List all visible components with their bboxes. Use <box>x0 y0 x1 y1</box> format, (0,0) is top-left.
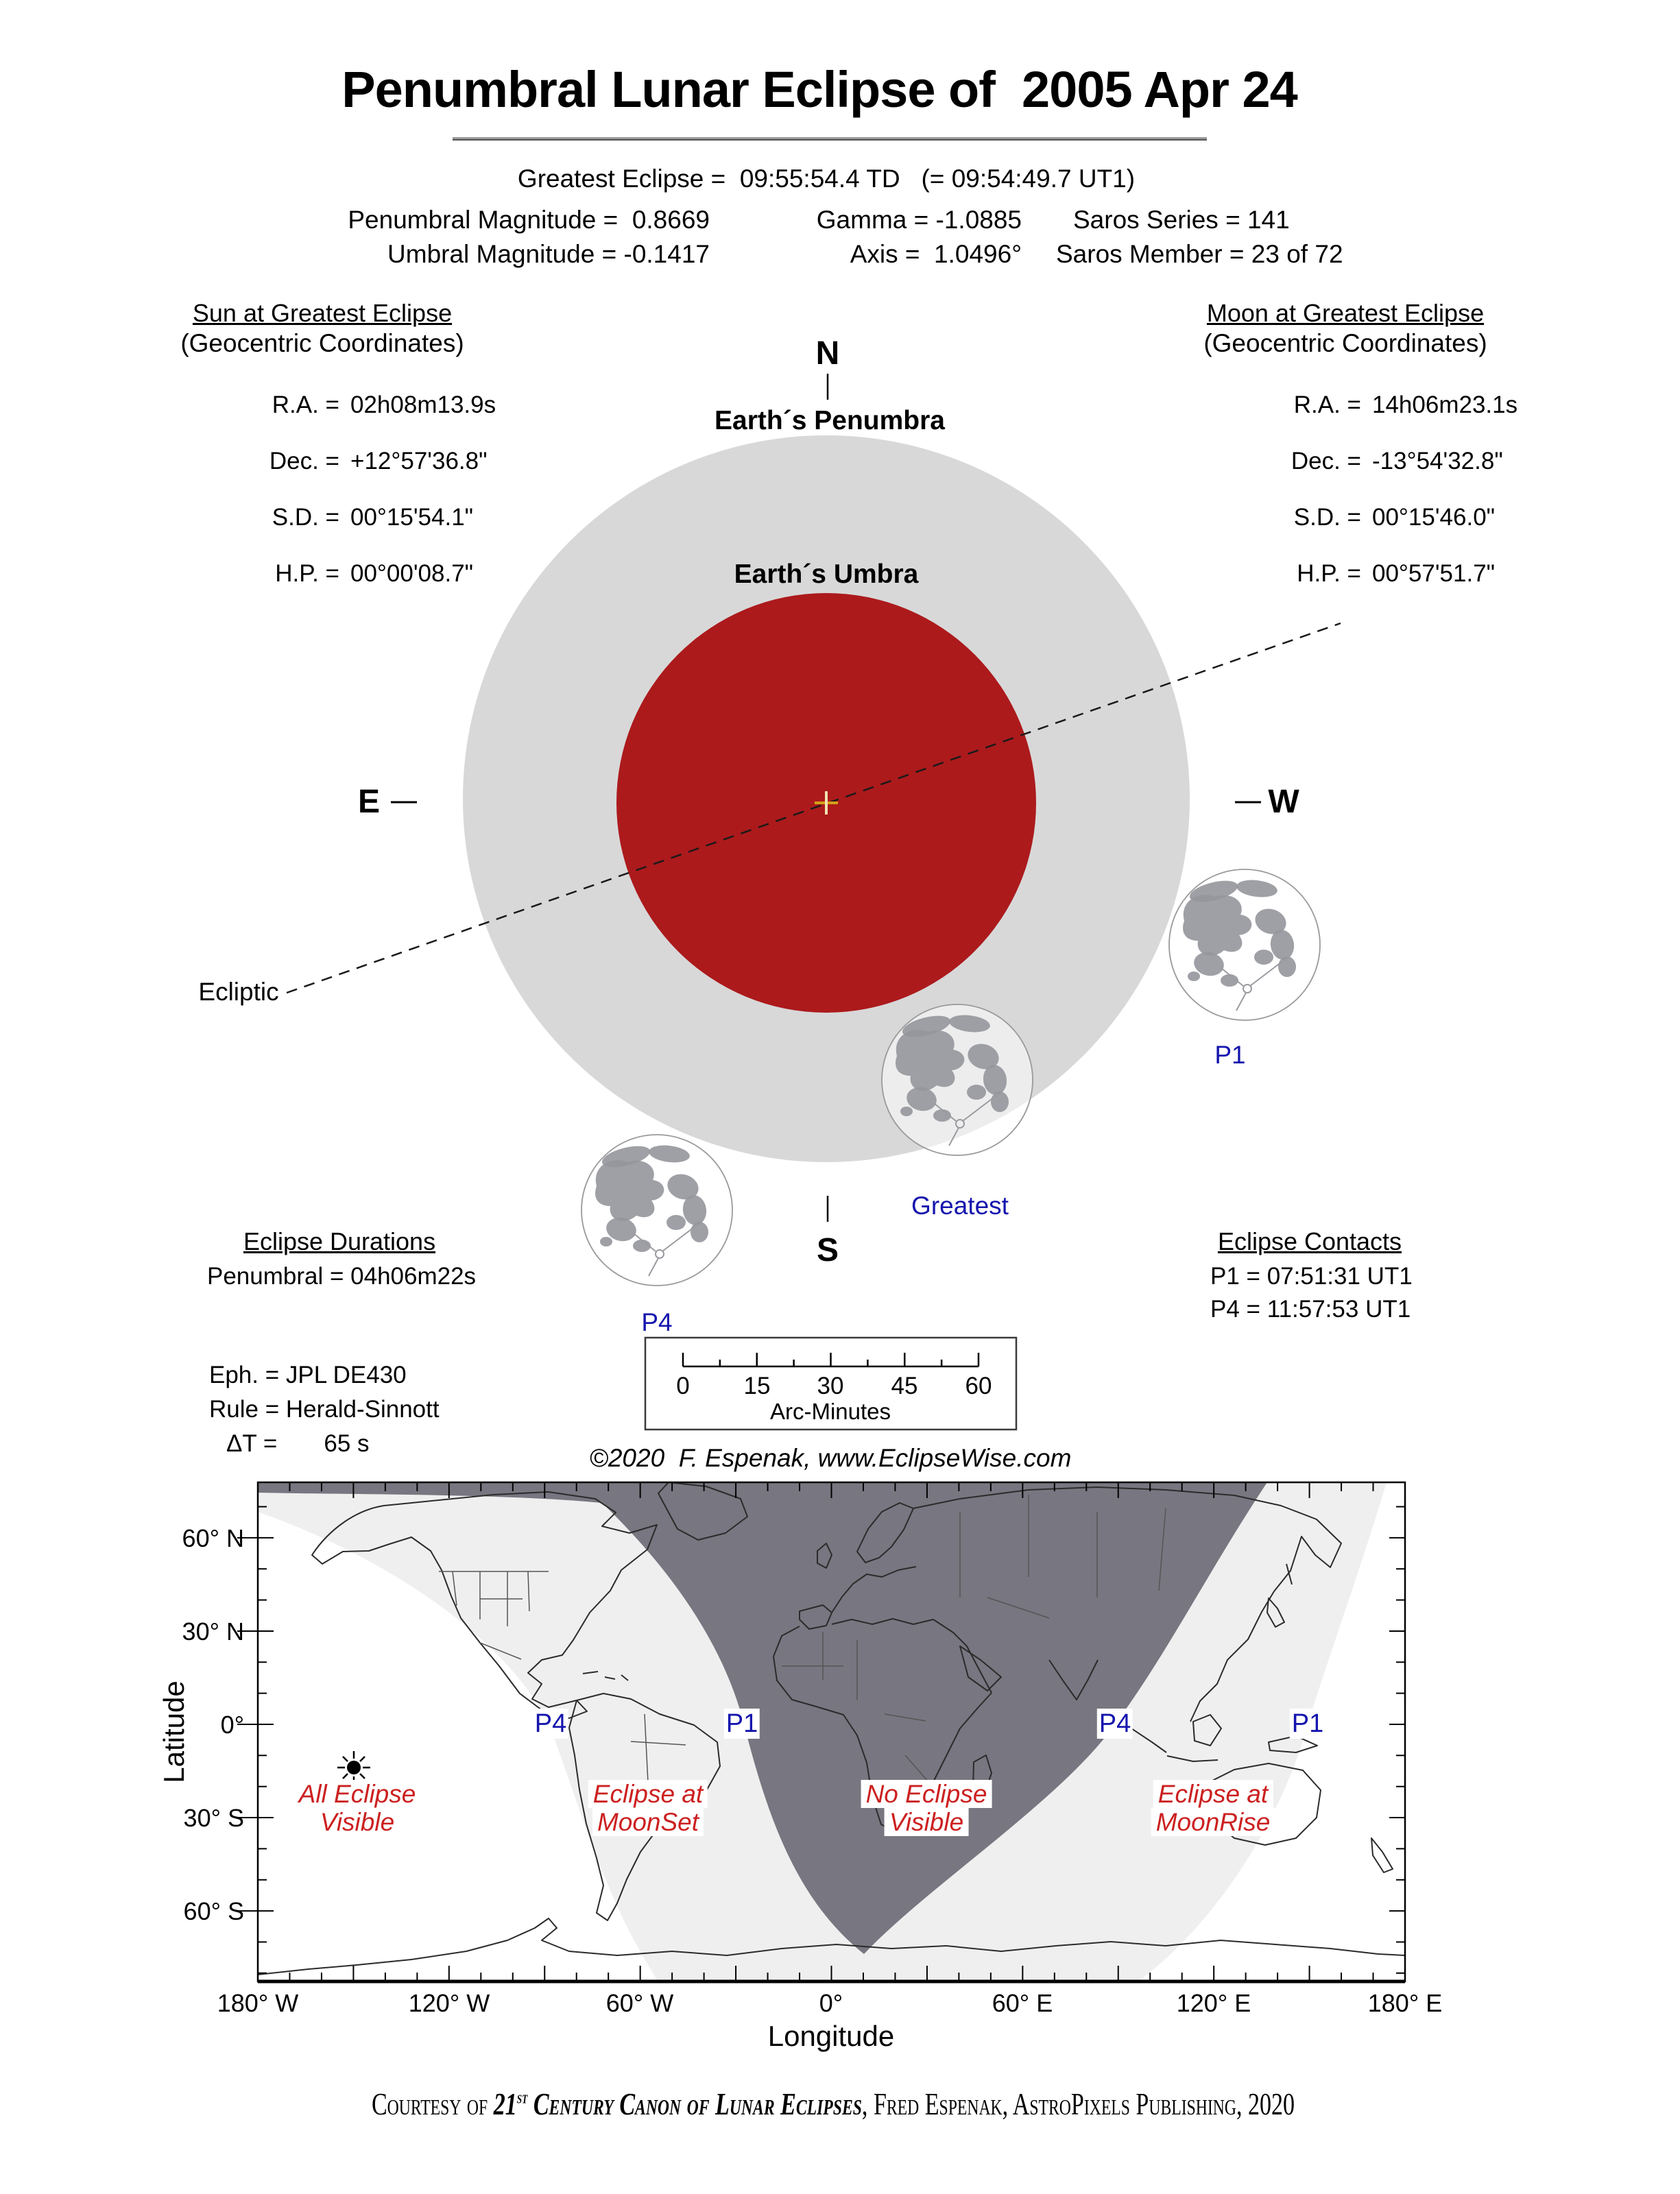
sun-ra-row: R.A. = 02h08m13.9s <box>272 391 496 418</box>
latitude-axis-label: Latitude <box>158 1680 190 1783</box>
greatest-eclipse-line: Greatest Eclipse = 09:55:54.4 TD (= 09:54:49.7 UT1) <box>517 165 1136 193</box>
scale-tick-15: 15 <box>743 1373 771 1399</box>
scale-tick-30: 30 <box>817 1373 844 1399</box>
footer-book-title: 21st Century Canon of Lunar Eclipses <box>493 2086 862 2121</box>
lon-tick-60e: 60° E <box>992 1989 1053 2017</box>
lat-tick-0: 0° <box>220 1711 244 1739</box>
contact-p1: P1 = 07:51:31 UT1 <box>1210 1263 1413 1290</box>
umbra-label: Earth´s Umbra <box>734 559 919 589</box>
rule-line: Rule = Herald-Sinnott <box>209 1396 440 1423</box>
sun-dec-row: Dec. = +12°57'36.8" <box>269 448 488 474</box>
footer-prefix: Courtesy of <box>371 2086 494 2121</box>
moon-sd-row: S.D. = 00°15'46.0" <box>1293 504 1496 531</box>
lon-tick-120w: 120° W <box>408 1989 490 2017</box>
moon-subheading: (Geocentric Coordinates) <box>1203 329 1487 357</box>
footer-suffix: , Fred Espenak, AstroPixels Publishing, 2020 <box>861 2086 1295 2121</box>
durations-heading: Eclipse Durations <box>243 1227 436 1255</box>
lat-tick-30n: 30° N <box>182 1617 244 1646</box>
moon-p1 <box>1169 869 1320 1020</box>
ephemeris-line: Eph. = JPL DE430 <box>209 1362 407 1388</box>
penumbral-magnitude: Penumbral Magnitude = 0.8669 <box>348 206 710 234</box>
east-label: E <box>357 784 381 820</box>
ecliptic-label: Ecliptic <box>198 978 279 1006</box>
region-no-eclipse-visible: No Eclipse Visible <box>861 1780 992 1836</box>
saros-series: Saros Series = 141 <box>1073 206 1290 234</box>
map-p4-curve-east: P4 <box>1097 1709 1133 1739</box>
scale-tick-60: 60 <box>965 1373 992 1399</box>
region-eclipse-at-moonrise: Eclipse at MoonRise <box>1151 1780 1275 1836</box>
gamma-value: Gamma = -1.0885 <box>816 206 1022 234</box>
moon-heading: Moon at Greatest Eclipse <box>1206 299 1485 327</box>
delta-t-line: ΔT = 65 s <box>226 1430 370 1457</box>
saros-member: Saros Member = 23 of 72 <box>1056 240 1343 268</box>
moon-dec-row: Dec. = -13°54'32.8" <box>1291 448 1503 474</box>
sun-heading: Sun at Greatest Eclipse <box>192 299 453 327</box>
copyright-credit: ©2020 F. Espenak, www.EclipseWise.com <box>589 1444 1072 1472</box>
moon-ra-row: R.A. = 14h06m23.1s <box>1293 391 1518 418</box>
lat-tick-60s: 60° S <box>183 1897 244 1925</box>
lon-tick-0: 0° <box>819 1989 843 2017</box>
contacts-heading: Eclipse Contacts <box>1217 1227 1402 1255</box>
sun-sd-row: S.D. = 00°15'54.1" <box>272 504 474 531</box>
scale-tick-0: 0 <box>676 1373 690 1399</box>
lon-tick-60w: 60° W <box>605 1989 674 2017</box>
penumbra-label: Earth´s Penumbra <box>715 406 945 435</box>
longitude-axis-label: Longitude <box>767 2020 895 2052</box>
visibility-map <box>158 1454 1461 2057</box>
north-label: N <box>815 335 840 372</box>
scale-unit-label: Arc-Minutes <box>769 1399 891 1424</box>
map-p1-curve-east: P1 <box>1290 1709 1325 1739</box>
footer-credit <box>372 2086 1295 2122</box>
shadow-diagram <box>206 329 1474 1344</box>
moon-p4 <box>581 1135 732 1286</box>
map-p1-curve-west: P1 <box>724 1709 760 1739</box>
moon-greatest <box>882 1004 1033 1155</box>
p1-contact-label: P1 <box>1214 1041 1246 1069</box>
p4-contact-label: P4 <box>641 1308 673 1336</box>
region-eclipse-at-moonset: Eclipse at MoonSet <box>588 1780 708 1836</box>
scale-tick-45: 45 <box>891 1373 918 1399</box>
lat-tick-30s: 30° S <box>183 1804 244 1832</box>
sun-hp-row: H.P. = 00°00'08.7" <box>275 560 474 587</box>
axis-value: Axis = 1.0496° <box>850 240 1022 268</box>
greatest-contact-label: Greatest <box>911 1192 1009 1220</box>
umbral-magnitude: Umbral Magnitude = -0.1417 <box>387 240 710 268</box>
lon-tick-120e: 120° E <box>1176 1989 1251 2017</box>
contact-p4: P4 = 11:57:53 UT1 <box>1210 1296 1411 1323</box>
penumbral-duration: Penumbral = 04h06m22s <box>207 1263 477 1290</box>
region-all-eclipse-visible: All Eclipse Visible <box>294 1780 421 1836</box>
lon-tick-180w: 180° W <box>217 1989 299 2017</box>
south-label: S <box>816 1232 839 1268</box>
page-title: Penumbral Lunar Eclipse of 2005 Apr 24 <box>341 61 1297 118</box>
lat-tick-60n: 60° N <box>182 1524 244 1552</box>
west-label: W <box>1268 784 1299 820</box>
moon-hp-row: H.P. = 00°57'51.7" <box>1297 560 1496 587</box>
sun-subheading: (Geocentric Coordinates) <box>180 329 464 357</box>
map-p4-curve-west: P4 <box>533 1709 568 1739</box>
title-divider <box>453 137 1207 141</box>
lon-tick-180e: 180° E <box>1367 1989 1443 2017</box>
